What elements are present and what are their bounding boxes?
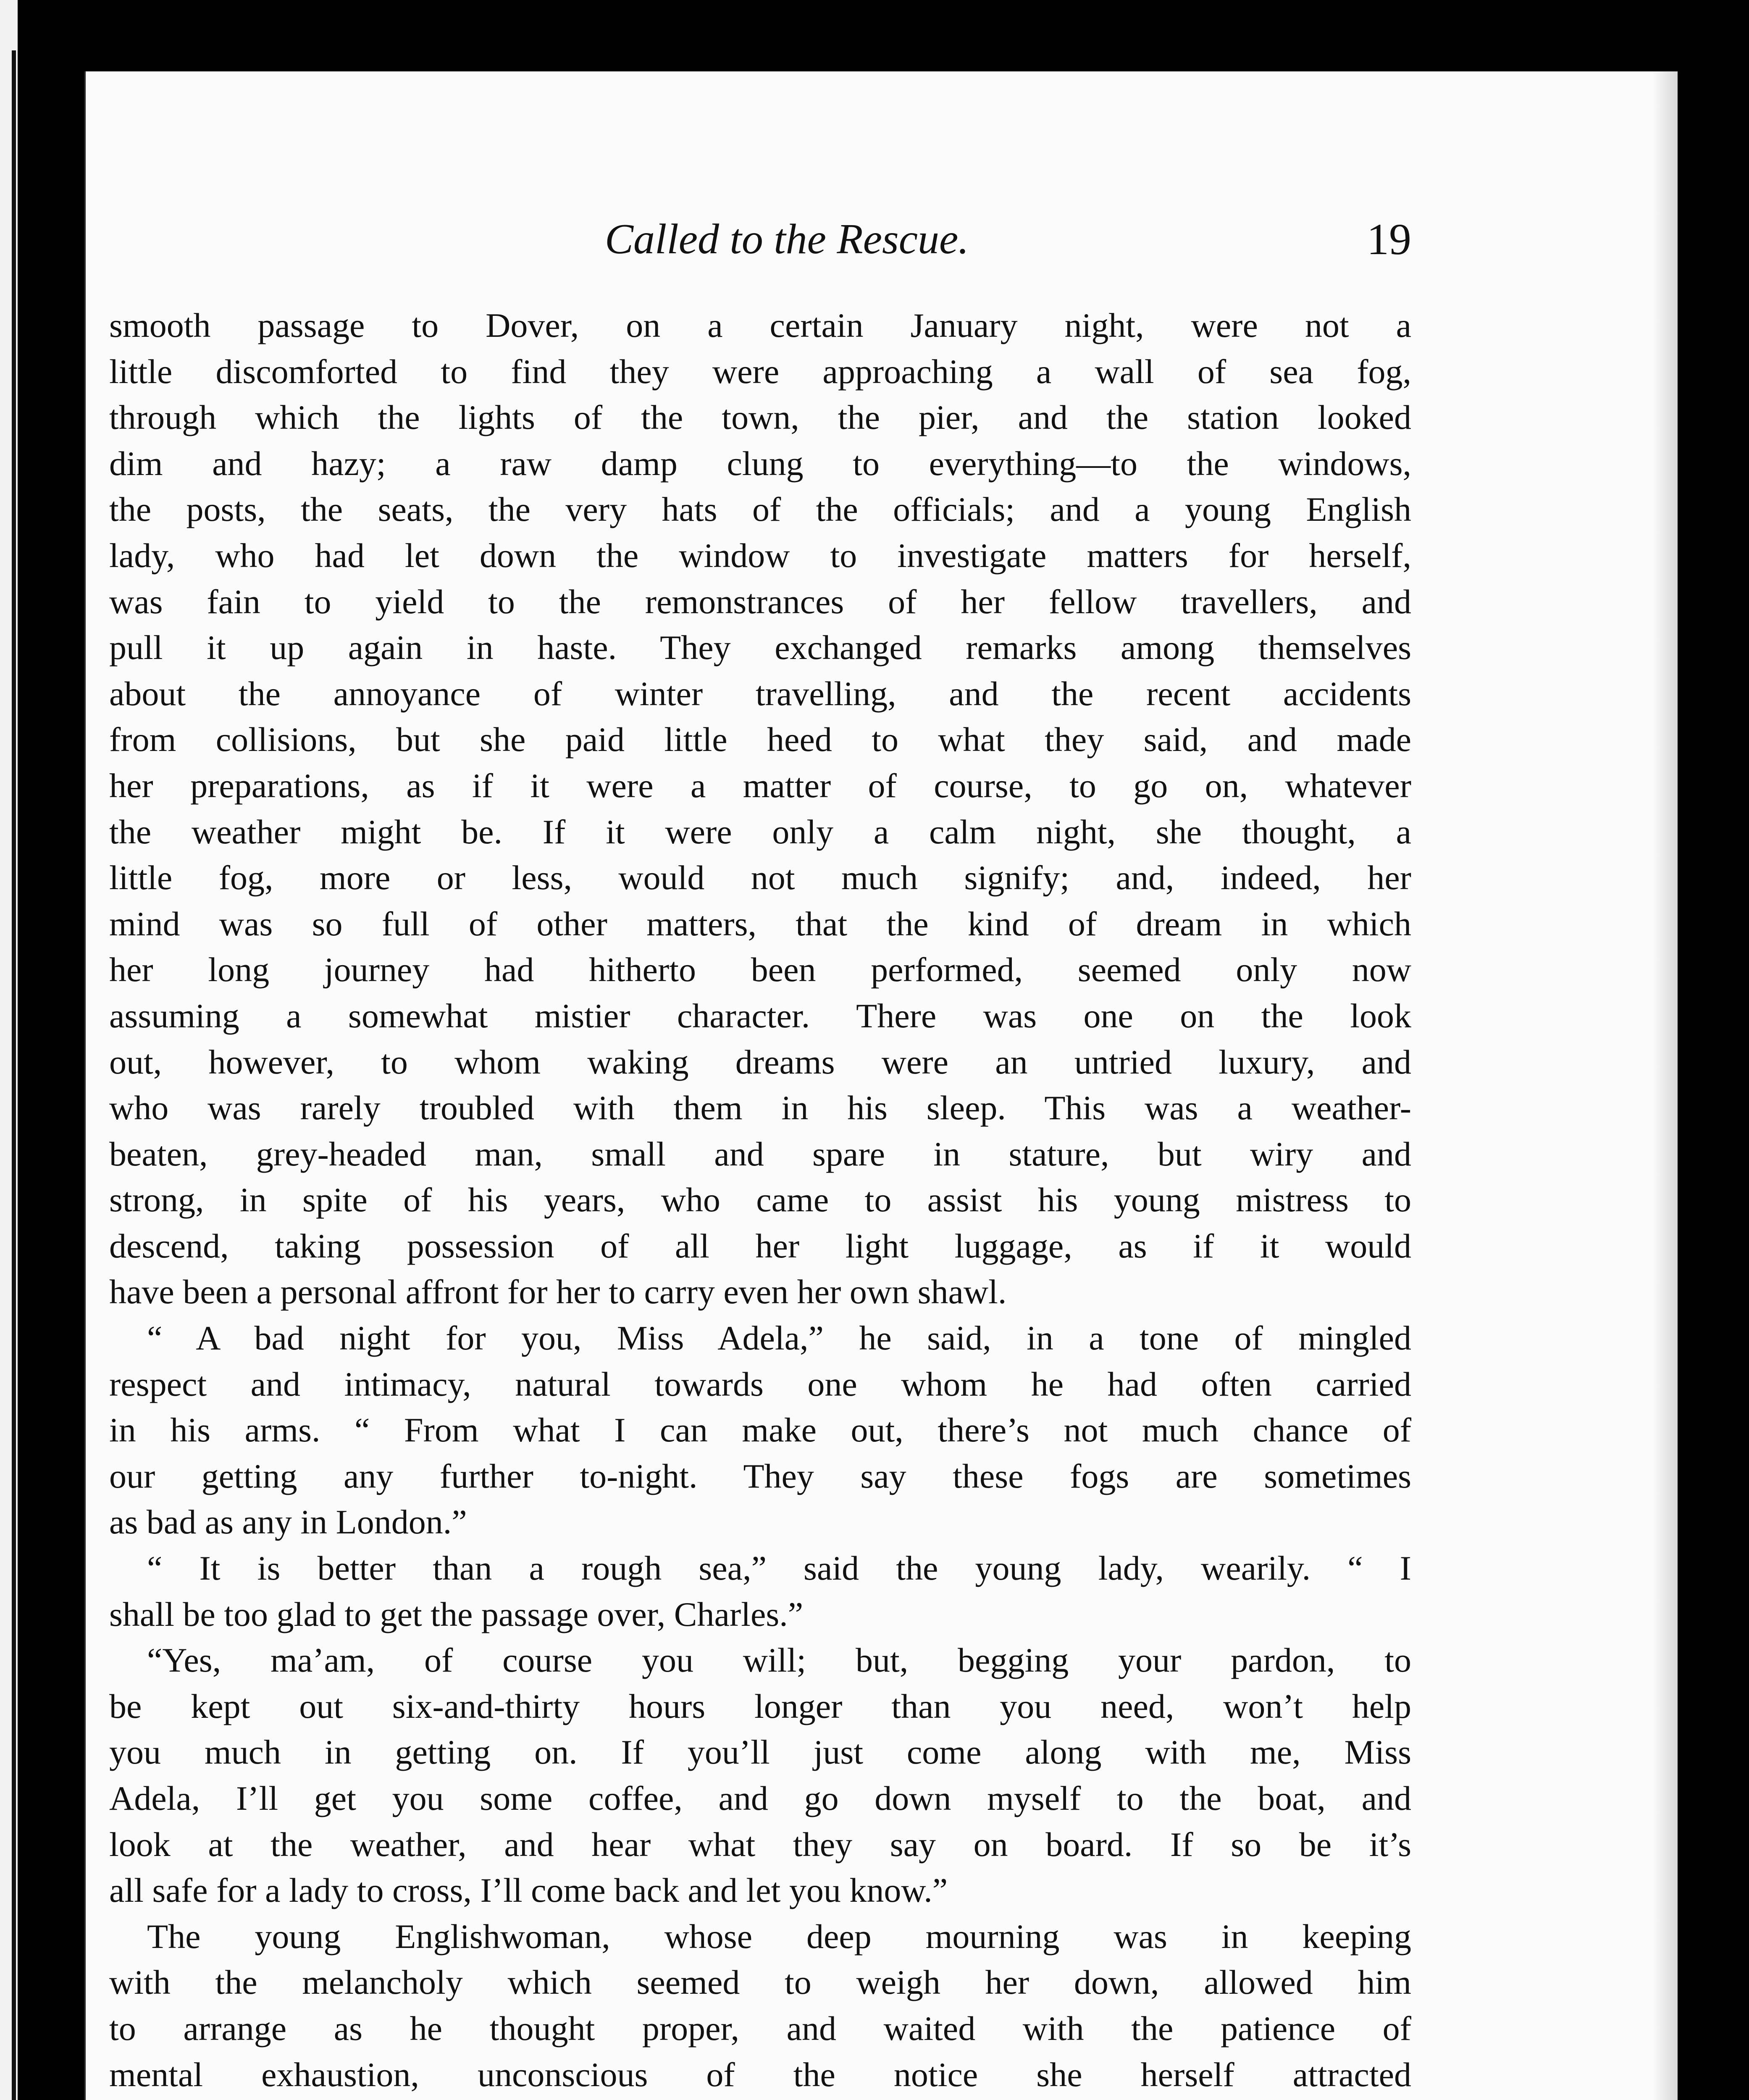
text-line: to arrange as he thought proper, and waited with the patience of — [109, 2009, 1411, 2048]
running-title: Called to the Rescue. — [605, 215, 969, 263]
text-line: dim and hazy; a raw damp clung to everything—to the windows, — [109, 444, 1411, 483]
text-line: with the melancholy which seemed to weigh her down, allowed him — [109, 1963, 1411, 2002]
text-line: assuming a somewhat mistier character. There was one on the look — [109, 996, 1411, 1035]
text-line: her long journey had hitherto been performed, seemed only now — [109, 950, 1411, 989]
text-line: her preparations, as if it were a matter of course, to go on, whatever — [109, 766, 1411, 805]
text-line: have been a personal affront for her to carry even her own shawl. — [109, 1273, 1007, 1311]
text-line: beaten, grey-headed man, small and spare in stature, but wiry and — [109, 1134, 1411, 1173]
text-line: from collisions, but she paid little heed to what they said, and made — [109, 720, 1411, 759]
text-line — [109, 2097, 1411, 2100]
text-line: The young Englishwoman, whose deep mourning was in keeping — [147, 1917, 1411, 1956]
text-line: mental exhaustion, unconscious of the notice she herself attracted — [109, 2055, 1411, 2094]
text-line: Adela, I’ll get you some coffee, and go down myself to the boat, and — [109, 1779, 1411, 1817]
text-line: smooth passage to Dover, on a certain January night, were not a — [109, 306, 1411, 344]
text-line: respect and intimacy, natural towards one whom he had often carried — [109, 1365, 1411, 1403]
page-edge-shading — [1652, 71, 1678, 2100]
text-line: as bad as any in London.” — [109, 1503, 467, 1541]
text-line: was fain to yield to the remonstrances of her fellow travellers, and — [109, 582, 1411, 621]
page-number: 19 — [1367, 215, 1411, 264]
text-line: strong, in spite of his years, who came to assist his young mistress to — [109, 1181, 1411, 1219]
page-header — [109, 210, 1411, 286]
text-line: the posts, the seats, the very hats of the officials; and a young English — [109, 490, 1411, 529]
text-line: shall be too glad to get the passage over, Charles.” — [109, 1595, 804, 1633]
text-line: mind was so full of other matters, that the kind of dream in which — [109, 904, 1411, 943]
text-line: lady, who had let down the window to investigate matters for herself, — [109, 536, 1411, 575]
book-gutter-shadow — [12, 50, 16, 2100]
text-line: pull it up again in haste. They exchanged remarks among themselves — [109, 628, 1411, 667]
text-line: descend, taking possession of all her light luggage, as if it would — [109, 1226, 1411, 1265]
text-line: out, however, to whom waking dreams were an untried luxury, and — [109, 1042, 1411, 1081]
text-line: in his arms. “ From what I can make out, there’s not much chance of — [109, 1411, 1411, 1449]
text-line: little discomforted to find they were approaching a wall of sea fog, — [109, 352, 1411, 391]
text-line: “Yes, ma’am, of course you will; but, begging your pardon, to — [147, 1641, 1411, 1680]
text-line: all safe for a lady to cross, I’ll come back and let you know.” — [109, 1871, 948, 1910]
text-line: look at the weather, and hear what they say on board. If so be it’s — [109, 1825, 1411, 1864]
text-line: be kept out six-and-thirty hours longer than you need, won’t help — [109, 1687, 1411, 1725]
text-line: you much in getting on. If you’ll just come along with me, Miss — [109, 1733, 1411, 1772]
body-text — [109, 302, 1411, 2100]
text-line: the weather might be. If it were only a calm night, she thought, a — [109, 812, 1411, 851]
text-line: who was rarely troubled with them in his sleep. This was a weather- — [109, 1089, 1411, 1127]
text-line: “ It is better than a rough sea,” said the young lady, wearily. “ I — [147, 1549, 1411, 1588]
text-line: through which the lights of the town, the pier, and the station looked — [109, 398, 1411, 437]
text-line: “ A bad night for you, Miss Adela,” he said, in a tone of mingled — [147, 1319, 1411, 1357]
text-line: our getting any further to-night. They say these fogs are sometimes — [109, 1457, 1411, 1495]
text-line: little fog, more or less, would not much signify; and, indeed, her — [109, 858, 1411, 897]
text-line: about the annoyance of winter travelling, and the recent accidents — [109, 674, 1411, 713]
